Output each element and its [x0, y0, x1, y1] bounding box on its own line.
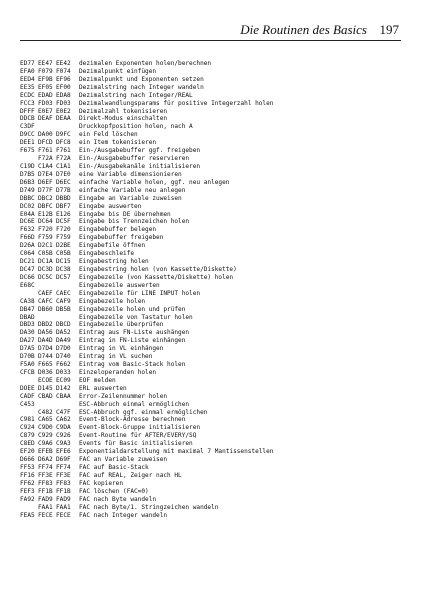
address-col-1: F66D — [20, 234, 35, 242]
address-col-2: D7E4 — [38, 170, 53, 178]
routine-description: Eintrag aus FN-Liste aushängen — [79, 329, 190, 337]
address-col-3: E126 — [56, 210, 71, 218]
routine-description: Eingabezeile für LINE INPUT holen — [79, 289, 201, 297]
routine-description: ERL auswerten — [79, 384, 127, 392]
table-row — [20, 385, 410, 393]
table-row — [20, 361, 410, 369]
address-col-3: EE42 — [56, 60, 71, 67]
table-row — [20, 512, 410, 520]
address-col-2: CBAD — [38, 392, 53, 400]
address-col-3: E0E2 — [56, 107, 71, 115]
address-col-3: DBF7 — [56, 202, 71, 210]
table-row — [20, 369, 410, 377]
address-col-1: DC47 — [20, 265, 35, 273]
address-col-2: E0E7 — [38, 107, 53, 115]
address-col-2: DC1A — [38, 258, 53, 266]
table-row — [20, 393, 410, 401]
routine-description: FAC kopieren — [79, 479, 124, 487]
routine-description: Direkt-Modus einschalten — [79, 115, 168, 123]
address-col-2: DA4D — [38, 337, 53, 345]
page-number: 197 — [379, 22, 399, 37]
address-col-2: CA65 — [38, 416, 53, 424]
address-col-3: FD03 — [56, 99, 71, 107]
address-col-3: CAEC — [56, 289, 71, 297]
address-col-3: EF00 — [56, 83, 71, 91]
address-col-1: FF62 — [20, 479, 35, 487]
address-col-3: D7E0 — [56, 170, 71, 178]
address-col-1: DB47 — [20, 305, 35, 313]
address-col-1: DA30 — [20, 329, 35, 337]
table-row — [20, 258, 410, 266]
routine-description: Dezimalzahl tokenisieren — [79, 107, 168, 115]
routine-description: Eingabebuffer belegen — [79, 226, 157, 234]
address-col-2: DBC2 — [38, 194, 53, 202]
address-col-2: F72A — [38, 155, 53, 163]
table-row — [20, 424, 410, 432]
address-col-1: C924 — [20, 424, 35, 432]
routine-description: dezimalen Exponenten holen/berechnen — [79, 60, 212, 67]
address-col-3: C9A3 — [56, 440, 71, 448]
routine-description: Ein-/Ausgabebuffer reservieren — [79, 155, 190, 163]
address-col-3: EC09 — [56, 376, 71, 384]
address-col-2: C482 — [38, 408, 53, 416]
address-col-2: D036 — [38, 368, 53, 376]
address-col-3: DC5F — [56, 218, 71, 226]
address-col-2: F079 — [38, 67, 53, 75]
routine-description: Eingabefile öffnen — [79, 242, 146, 250]
address-col-2: ECOE — [38, 376, 53, 384]
address-col-3: F074 — [56, 67, 71, 75]
address-col-2: EF05 — [38, 83, 53, 91]
address-col-1: FF16 — [20, 471, 35, 479]
table-row — [20, 337, 410, 345]
table-row — [20, 100, 410, 108]
routine-description: Dezimalstring nach Integer wandeln — [79, 83, 204, 91]
address-col-1: F632 — [20, 226, 35, 234]
routine-description: FAC auf REAL, Zeiger nach HL — [79, 471, 182, 479]
address-col-2: DC3D — [38, 265, 53, 273]
table-row — [20, 290, 410, 298]
address-col-3: D9FC — [56, 131, 71, 139]
table-row — [20, 163, 410, 171]
address-col-1: EE35 — [20, 83, 35, 91]
table-row — [20, 314, 410, 322]
routine-description: Eintrag vom Basic-Stack holen — [79, 361, 186, 369]
table-row — [20, 472, 410, 480]
running-title: Die Routinen des Basics — [240, 22, 367, 37]
routine-description: Error-Zeilennummer holen — [79, 392, 168, 400]
routine-description: FAC nach Integer wandeln — [79, 511, 168, 519]
table-row — [20, 108, 410, 116]
address-col-3: C1A1 — [56, 162, 71, 170]
address-col-1: C8ED — [20, 440, 35, 448]
address-col-3: EFE6 — [56, 448, 71, 456]
address-col-1: C19D — [20, 162, 35, 170]
table-row — [20, 416, 410, 424]
table-row — [20, 179, 410, 187]
table-row — [20, 68, 410, 76]
address-col-2: DFCD — [38, 139, 53, 147]
routine-description: Eingabestring holen — [79, 258, 149, 266]
address-col-1: ED77 — [20, 60, 35, 67]
address-col-3: FAA1 — [56, 503, 71, 511]
table-row — [20, 76, 410, 84]
routine-description: Eingabe bis DE übernehmen — [79, 210, 171, 218]
address-col-1: DC02 — [20, 202, 35, 210]
address-col-3: C926 — [56, 432, 71, 440]
address-col-3: F72A — [56, 155, 71, 163]
routine-description: Exponentialdarstellung mit maximal 7 Mantissenstellen — [79, 448, 274, 456]
address-col-2: C1A4 — [38, 162, 53, 170]
address-col-3: FECE — [56, 511, 71, 519]
routine-description: FAC an Variable zuweisen — [79, 456, 168, 464]
routine-description: Eingabeschleife — [79, 250, 135, 258]
address-col-2: CAEF — [38, 289, 53, 297]
address-col-3: CA62 — [56, 416, 71, 424]
address-col-2: DBFC — [38, 202, 53, 210]
routine-description: Dezimalstring nach Integer/REAL — [79, 91, 193, 99]
routine-description: eine Variable dimensionieren — [79, 170, 182, 178]
address-col-1: F675 — [20, 147, 35, 155]
address-col-2: FF83 — [38, 479, 53, 487]
address-col-3: EF96 — [56, 75, 71, 83]
address-col-2: D744 — [38, 353, 53, 361]
table-row — [20, 131, 410, 139]
table-row — [20, 187, 410, 195]
address-col-2: F720 — [38, 226, 53, 234]
address-col-1: D6B3 — [20, 178, 35, 186]
address-col-2: FECE — [38, 511, 53, 519]
routine-description: Event-Block-Adresse berechnen — [79, 416, 186, 424]
address-col-2: FF3E — [38, 471, 53, 479]
routine-description: FAC nach Byte/1. Stringzeichen wandeln — [79, 503, 219, 511]
address-col-1: E04A — [20, 210, 35, 218]
address-col-2: DB60 — [38, 305, 53, 313]
address-col-1: DC66 — [20, 273, 35, 281]
table-row — [20, 84, 410, 92]
address-col-3: DC38 — [56, 265, 71, 273]
address-col-3: CBAA — [56, 392, 71, 400]
address-col-2: FF74 — [38, 464, 53, 472]
address-col-1: CFCB — [20, 368, 35, 376]
table-row — [20, 92, 410, 100]
table-row — [20, 226, 410, 234]
address-col-1: D749 — [20, 186, 35, 194]
address-col-2: DEAF — [38, 115, 53, 123]
table-row — [20, 274, 410, 282]
address-col-3: D033 — [56, 368, 71, 376]
address-col-1: D7B5 — [20, 170, 35, 178]
address-col-2: C05B — [38, 250, 53, 258]
routine-description: Dezimalpunkt einfügen — [79, 67, 157, 75]
address-col-3: DA52 — [56, 329, 71, 337]
address-col-2: FF1B — [38, 487, 53, 495]
routine-description: EOF melden — [79, 376, 116, 384]
address-col-3: DFC8 — [56, 139, 71, 147]
address-col-2: D6EF — [38, 178, 53, 186]
address-col-3: FF3E — [56, 471, 71, 479]
address-col-1: C879 — [20, 432, 35, 440]
address-col-3: DBBD — [56, 194, 71, 202]
table-row — [20, 115, 410, 123]
address-col-1: F5A0 — [20, 361, 35, 369]
routine-description: ein Feld löschen — [79, 131, 138, 139]
table-row — [20, 345, 410, 353]
address-col-2: FAA1 — [38, 503, 53, 511]
address-col-3: F759 — [56, 234, 71, 242]
table-row — [20, 155, 410, 163]
address-col-3: D2BE — [56, 242, 71, 250]
routine-description: ESC-Abbruch einmal ermöglichen — [79, 400, 190, 408]
address-col-2: F761 — [38, 147, 53, 155]
address-col-3: D142 — [56, 384, 71, 392]
table-row — [20, 440, 410, 448]
address-col-1: DOEE — [20, 384, 35, 392]
address-col-3: D69F — [56, 456, 71, 464]
routine-description: Dezimalwandlungsparams für positive Integerzahl holen — [79, 99, 274, 107]
table-row — [20, 306, 410, 314]
table-row — [20, 195, 410, 203]
table-row — [20, 147, 410, 155]
routine-description: Eingabe auswerten — [79, 202, 142, 210]
table-row — [20, 242, 410, 250]
address-col-1: D666 — [20, 456, 35, 464]
table-row — [20, 456, 410, 464]
header-rule — [20, 40, 401, 41]
routine-address-list — [20, 60, 410, 519]
table-row — [20, 211, 410, 219]
address-col-1: FF53 — [20, 464, 35, 472]
table-row — [20, 266, 410, 274]
table-row — [20, 401, 410, 409]
address-col-1: DBBC — [20, 194, 35, 202]
address-col-3: D7D0 — [56, 345, 71, 353]
address-col-2: DA56 — [38, 329, 53, 337]
address-col-1: CA38 — [20, 297, 35, 305]
address-col-1: C453 — [20, 400, 35, 408]
address-col-1: D9CC — [20, 131, 35, 139]
routine-description: Eingabe bis Trennzeichen holen — [79, 218, 190, 226]
routine-description: Eingabezeile von Tastatur holen — [79, 313, 193, 321]
address-col-1: DDCB — [20, 115, 35, 123]
address-col-3: D740 — [56, 353, 71, 361]
routine-description: Druckkopfposition holen, nach A — [79, 123, 193, 131]
address-col-3: C47F — [56, 408, 71, 416]
address-col-2: D77F — [38, 186, 53, 194]
routine-description: Eingabebuffer freigeben — [79, 234, 164, 242]
address-col-3: FF1B — [56, 487, 71, 495]
table-row — [20, 250, 410, 258]
table-row — [20, 432, 410, 440]
address-col-2: E12B — [38, 210, 53, 218]
address-col-1: C064 — [20, 250, 35, 258]
address-col-2: DA00 — [38, 131, 53, 139]
address-col-3: F761 — [56, 147, 71, 155]
table-row — [20, 60, 410, 68]
address-col-2: F665 — [38, 361, 53, 369]
address-col-1: CADF — [20, 392, 35, 400]
address-col-2: F759 — [38, 234, 53, 242]
address-col-2: D6A2 — [38, 456, 53, 464]
routine-description: einfache Variable neu anlegen — [79, 186, 186, 194]
address-col-2: DC64 — [38, 218, 53, 226]
address-col-1: DC21 — [20, 258, 35, 266]
address-col-3: C9DA — [56, 424, 71, 432]
routine-description: einfache Variable holen, ggf. neu anlegen — [79, 178, 230, 186]
address-col-3: DB5B — [56, 305, 71, 313]
address-col-2: EFEB — [38, 448, 53, 456]
address-col-1: E68C — [20, 281, 35, 289]
address-col-3: DEAA — [56, 115, 71, 123]
address-col-2: EF9B — [38, 75, 53, 83]
address-col-3: DBCD — [56, 321, 71, 329]
routine-description: Eingabezeile holen — [79, 297, 146, 305]
address-col-1: FCC3 — [20, 99, 35, 107]
routine-description: Einzeloperanden holen — [79, 368, 157, 376]
address-col-1: DC6E — [20, 218, 35, 226]
address-col-2: CAFC — [38, 297, 53, 305]
address-col-1: D70B — [20, 353, 35, 361]
table-row — [20, 298, 410, 306]
address-col-3: D6EC — [56, 178, 71, 186]
address-col-1: EFA0 — [20, 67, 35, 75]
address-col-1: DBD3 — [20, 321, 35, 329]
table-row — [20, 139, 410, 147]
routine-description: Eingabe an Variable zuweisen — [79, 194, 182, 202]
address-col-3: DA49 — [56, 337, 71, 345]
page-header — [0, 0, 421, 42]
address-col-3: F720 — [56, 226, 71, 234]
routine-description: Eingabezeile (von Kassette/Diskette) holen — [79, 273, 234, 281]
table-row — [20, 480, 410, 488]
routine-description: Eingabezeile holen und prüfen — [79, 305, 186, 313]
address-col-1: D26A — [20, 242, 35, 250]
table-row — [20, 218, 410, 226]
routine-description: Ein-/Ausgabebuffer ggf. freigeben — [79, 147, 201, 155]
table-row — [20, 504, 410, 512]
table-row — [20, 409, 410, 417]
address-col-2: FD03 — [38, 99, 53, 107]
routine-description: FAC nach Byte wandeln — [79, 495, 157, 503]
routine-description: Eingabezeile auswerten — [79, 281, 160, 289]
address-col-2: C929 — [38, 432, 53, 440]
routine-description: Events für Basic initialisieren — [79, 440, 193, 448]
routine-description: Eintrag in FN-Liste einhängen — [79, 337, 186, 345]
table-row — [20, 203, 410, 211]
address-col-1: DBAD — [20, 313, 35, 321]
table-row — [20, 496, 410, 504]
table-row — [20, 377, 410, 385]
address-col-2: D2C1 — [38, 242, 53, 250]
routine-description: Eintrag in VL suchen — [79, 353, 153, 361]
address-col-1: EED4 — [20, 75, 35, 83]
routine-description: Eingabezeile überprüfen — [79, 321, 164, 329]
address-col-2: DBD2 — [38, 321, 53, 329]
address-col-2: C9D0 — [38, 424, 53, 432]
table-row — [20, 488, 410, 496]
table-row — [20, 123, 410, 131]
address-col-3: EDA8 — [56, 91, 71, 99]
address-col-1: FA92 — [20, 495, 35, 503]
address-col-3: DC57 — [56, 273, 71, 281]
address-col-2: D7D4 — [38, 345, 53, 353]
address-col-1: FEF3 — [20, 487, 35, 495]
address-col-2: C9A6 — [38, 440, 53, 448]
routine-description: Ein-/Ausgabekanäle initialisieren — [79, 162, 201, 170]
table-row — [20, 448, 410, 456]
table-row — [20, 321, 410, 329]
address-col-3: CAF9 — [56, 297, 71, 305]
address-col-1: DA27 — [20, 337, 35, 345]
routine-description: FAC löschen (FAC=0) — [79, 487, 149, 495]
address-col-1: DEE1 — [20, 139, 35, 147]
address-col-1: C981 — [20, 416, 35, 424]
routine-description: Dezimalpunkt und Exponenten setzen — [79, 75, 204, 83]
address-col-3: FAD9 — [56, 495, 71, 503]
address-col-2: FAD9 — [38, 495, 53, 503]
address-col-2: DC5C — [38, 273, 53, 281]
table-row — [20, 234, 410, 242]
address-col-3: C05B — [56, 250, 71, 258]
address-col-1: C3DF — [20, 123, 35, 131]
table-row — [20, 171, 410, 179]
address-col-2: EE47 — [38, 60, 53, 67]
address-col-2: D145 — [38, 384, 53, 392]
routine-description: Eingabestring holen (von Kassette/Diskette) — [79, 265, 237, 273]
address-col-3: DC15 — [56, 258, 71, 266]
address-col-3: FF83 — [56, 479, 71, 487]
address-col-1: D7A5 — [20, 345, 35, 353]
address-col-1: ECDC — [20, 91, 35, 99]
address-col-1: FEA5 — [20, 511, 35, 519]
address-col-3: F662 — [56, 361, 71, 369]
address-col-1: DFFF — [20, 107, 35, 115]
routine-description: FAC auf Basic-Stack — [79, 464, 149, 472]
routine-description: Event-Block-Gruppe initialisieren — [79, 424, 201, 432]
address-col-2: EDAD — [38, 91, 53, 99]
routine-description: ein Item tokenisieren — [79, 139, 157, 147]
table-row — [20, 282, 410, 290]
address-col-1: EF20 — [20, 448, 35, 456]
routine-description: Eintrag in VL einhängen — [79, 345, 164, 353]
table-row — [20, 353, 410, 361]
routine-description: Event-Routine für AFTER/EVERY/SQ — [79, 432, 197, 440]
routine-description: ESC-Abbruch ggf. einmal ermöglichen — [79, 408, 208, 416]
table-row — [20, 329, 410, 337]
address-col-3: FF74 — [56, 464, 71, 472]
table-row — [20, 464, 410, 472]
address-col-3: D77B — [56, 186, 71, 194]
